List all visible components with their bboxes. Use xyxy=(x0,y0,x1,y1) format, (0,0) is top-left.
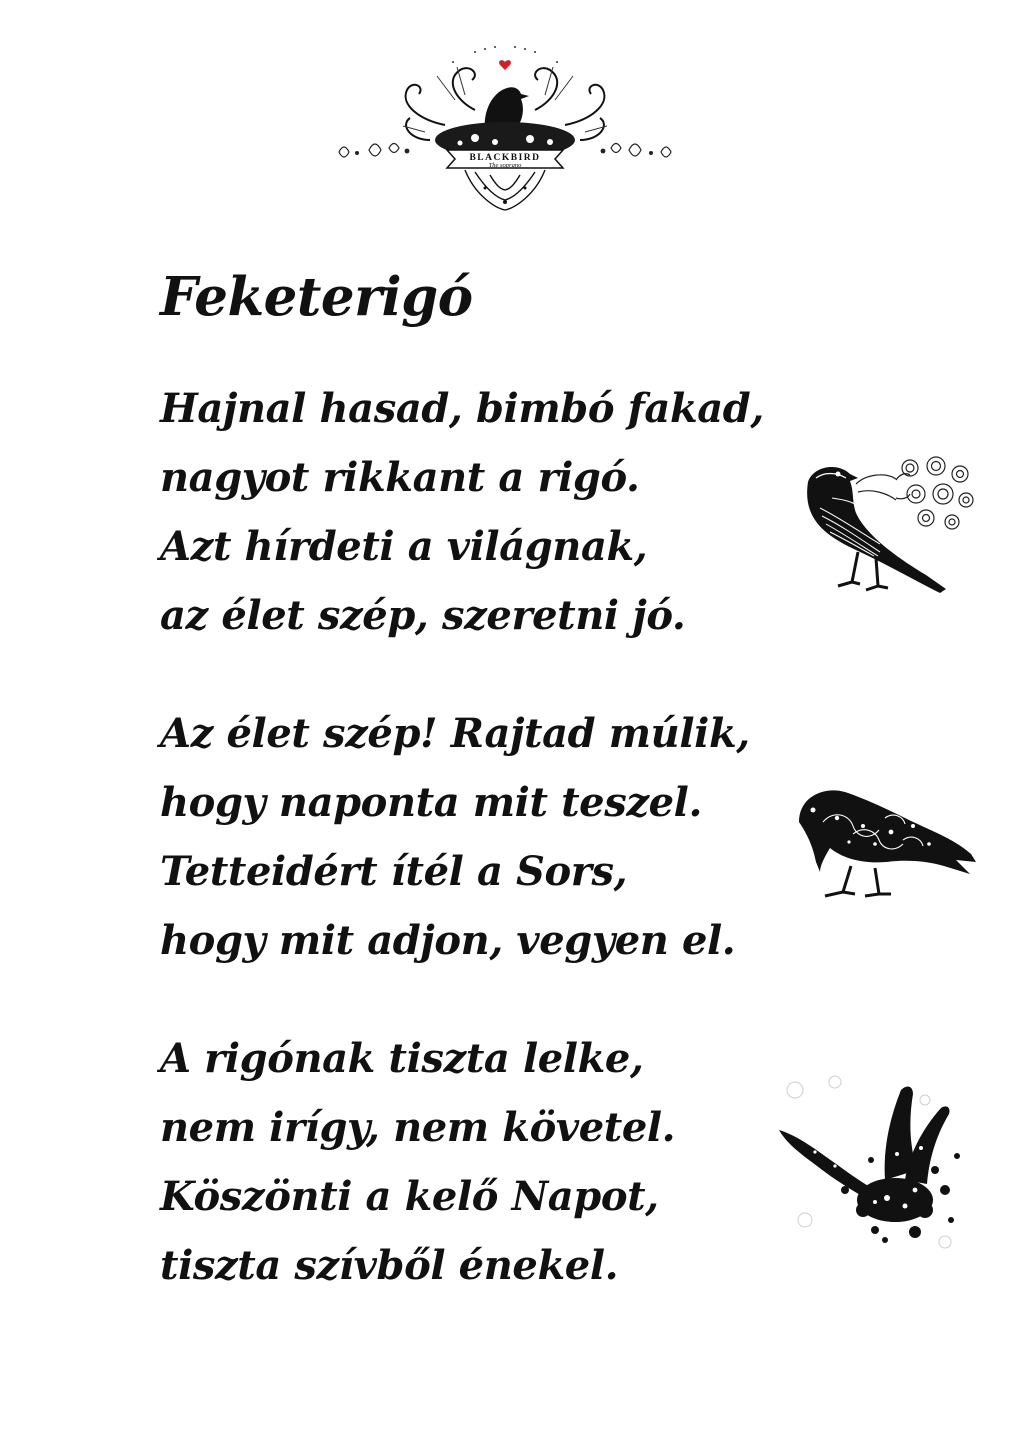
stanza-3 xyxy=(160,1024,800,1300)
poem-line: nagyot rikkant a rigó. xyxy=(160,454,640,501)
poem-line: hogy naponta mit teszel. xyxy=(160,779,703,826)
poem-line: Köszönti a kelő Napot, xyxy=(160,1173,659,1220)
stanza-1 xyxy=(160,374,800,650)
poem-line: A rigónak tiszta lelke, xyxy=(160,1035,644,1082)
poem-line: Hajnal hasad, bimbó fakad, xyxy=(160,385,764,432)
poem xyxy=(160,262,800,1349)
splatter-bird-icon xyxy=(775,1070,970,1255)
poem-line: az élet szép, szeretni jó. xyxy=(160,592,686,639)
logo-brand-text: BLACKBIRD xyxy=(469,153,541,163)
poem-line: Az élet szép! Rajtad múlik, xyxy=(160,710,750,757)
poem-line: hogy mit adjon, vegyen el. xyxy=(160,917,736,964)
poem-title: Feketerigó xyxy=(160,266,473,328)
floral-crow-icon xyxy=(793,782,978,907)
poem-line: Azt hírdeti a világnak, xyxy=(160,523,648,570)
poem-line: tiszta szívből énekel. xyxy=(160,1242,619,1289)
poem-line: Tetteidért ítél a Sors, xyxy=(160,848,628,895)
logo-tagline-text: The soprano xyxy=(488,162,522,169)
singing-bird-icon xyxy=(798,452,978,602)
blackbird-logo-emblem xyxy=(325,40,685,215)
stanza-2 xyxy=(160,699,800,975)
poem-line: nem irígy, nem követel. xyxy=(160,1104,676,1151)
